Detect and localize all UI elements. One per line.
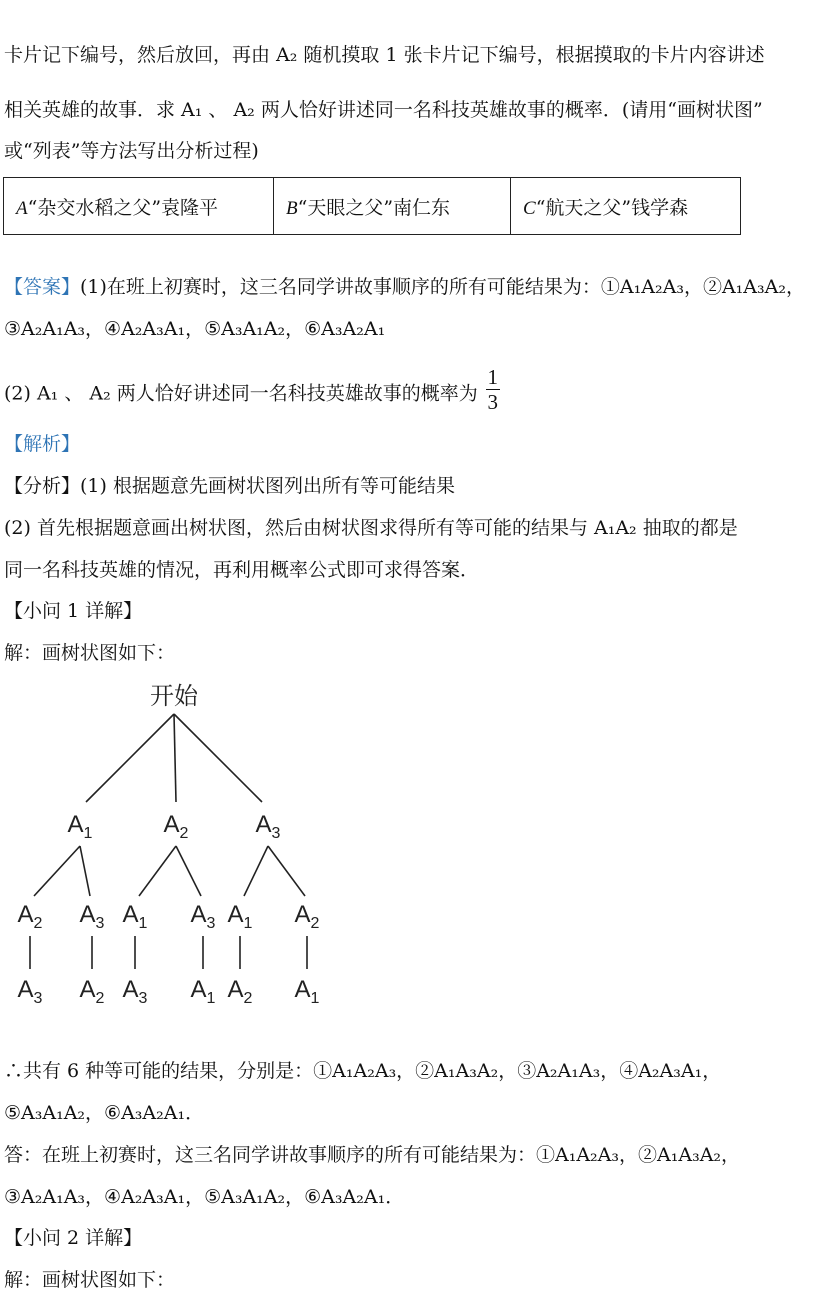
q1-intro: 解：画树状图如下： — [4, 642, 176, 664]
tree-root: 开始 — [150, 683, 198, 710]
tree-node-l3-3: $A_1$ — [190, 976, 216, 1007]
answer-part1-line2: ③A₂A₁A₃，④A₂A₃A₁，⑤A₃A₁A₂，⑥A₃A₂A₁ — [4, 318, 386, 340]
analysis-label: 【解析】 — [4, 433, 81, 455]
card-table — [3, 177, 741, 235]
card-b: B“天眼之父”南仁东 — [274, 178, 511, 235]
tree-diagram — [0, 672, 340, 1012]
tree-node-l1-2: $A_3$ — [255, 811, 281, 842]
tree-node-l1-0: $A_1$ — [67, 811, 93, 842]
tree-edge-l1-l2-0 — [34, 846, 80, 896]
tree-node-l3-0: $A_3$ — [17, 976, 43, 1007]
answer-part1-line1: 【答案】(1)在班上初赛时，这三名同学讲故事顺序的所有可能结果为：①A₁A₂A₃，②A₁A₃A₂， — [4, 276, 805, 298]
conclusion-line1: ∴共有 6 种等可能的结果，分别是：①A₁A₂A₃，②A₁A₃A₂，③A₂A₁A₃，④A₂A₃A₁， — [4, 1060, 722, 1082]
fraction-numerator: 1 — [487, 365, 499, 389]
q1-heading: 【小问 1 详解】 — [4, 600, 143, 622]
tree-edge-root-0 — [86, 714, 174, 802]
analysis-fenxi: 【分析】(1) 根据题意先画树状图列出所有等可能结果 — [4, 475, 455, 497]
problem-line-3: 或“列表”等方法写出分析过程) — [4, 140, 259, 162]
tree-node-l2-1: $A_3$ — [79, 901, 105, 932]
tree-edge-l1-l2-5 — [268, 846, 305, 896]
tree-node-l1-1: $A_2$ — [163, 811, 189, 842]
q2-heading: 【小问 2 详解】 — [4, 1227, 143, 1249]
q2-intro: 解：画树状图如下： — [4, 1269, 176, 1291]
problem-line-2: 相关英雄的故事．求 A₁ 、 A₂ 两人恰好讲述同一名科技英雄故事的概率．(请用“画树状图” — [4, 99, 763, 121]
tree-node-l2-5: $A_2$ — [294, 901, 320, 932]
answer-part2: (2) A₁ 、 A₂ 两人恰好讲述同一名科技英雄故事的概率为 $\frac{1}{3}$ — [4, 365, 499, 414]
problem-line-1: 卡片记下编号，然后放回，再由 A₂ 随机摸取 1 张卡片记下编号，根据摸取的卡片内容讲述 — [4, 44, 765, 66]
card-c: C“航天之父”钱学森 — [511, 178, 741, 235]
tree-node-l2-3: $A_3$ — [190, 901, 216, 932]
tree-node-l2-4: $A_1$ — [227, 901, 253, 932]
fraction-denominator: 3 — [487, 390, 499, 414]
analysis-fenxi2-line1: (2) 首先根据题意画出树状图，然后由树状图求得所有等可能的结果与 A₁A₂ 抽取的都是 — [4, 517, 738, 539]
tree-node-l3-4: $A_2$ — [227, 976, 253, 1007]
reply-line1: 答：在班上初赛时，这三名同学讲故事顺序的所有可能结果为：①A₁A₂A₃，②A₁A₃A₂， — [4, 1144, 741, 1166]
tree-node-l3-1: $A_2$ — [79, 976, 105, 1007]
tree-node-l3-2: $A_3$ — [122, 976, 148, 1007]
tree-edge-root-2 — [174, 714, 262, 802]
tree-node-l2-0: $A_2$ — [17, 901, 43, 932]
card-a: A“杂交水稻之父”袁隆平 — [4, 178, 274, 235]
answer-label: 【答案】 — [4, 276, 81, 298]
tree-node-l2-2: $A_1$ — [122, 901, 148, 932]
tree-edge-l1-l2-4 — [244, 846, 268, 896]
analysis-fenxi2-line2: 同一名科技英雄的情况，再利用概率公式即可求得答案． — [4, 559, 480, 581]
tree-edge-l1-l2-2 — [139, 846, 176, 896]
reply-line2: ③A₂A₁A₃，④A₂A₃A₁，⑤A₃A₁A₂，⑥A₃A₂A₁． — [4, 1186, 405, 1208]
tree-edge-root-1 — [174, 714, 176, 802]
conclusion-line2: ⑤A₃A₁A₂，⑥A₃A₂A₁． — [4, 1102, 205, 1124]
tree-edge-l1-l2-3 — [176, 846, 201, 896]
fraction — [486, 367, 500, 412]
tree-node-l3-5: $A_1$ — [294, 976, 320, 1007]
tree-edge-l1-l2-1 — [80, 846, 90, 896]
